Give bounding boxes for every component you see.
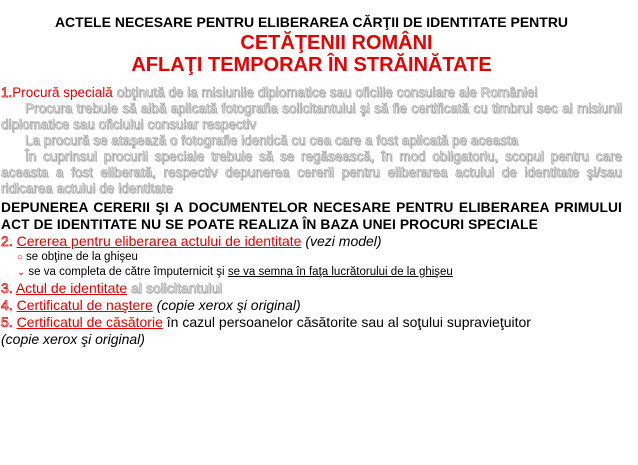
list-item-3 <box>1 280 622 297</box>
list-item-2 <box>1 233 622 250</box>
sub-item-text: se va completa de către împuternicit şi <box>28 266 228 278</box>
list-item-5 <box>1 314 622 331</box>
document-title-red-1 <box>1 31 622 55</box>
item-title: Actul de identitate <box>15 280 128 296</box>
notice-text: DEPUNEREA CERERII ŞI A DOCUMENTELOR NECESARE PENTRU ELIBERAREA PRIMULUI ACT DE IDENTITATE NU SE POATE REALIZA ÎN BAZA UNEI PROCURI SPECIALE <box>1 200 622 232</box>
section-1-term: Procură specială <box>12 85 113 100</box>
item-note: (copie xerox şi original) <box>152 297 301 313</box>
circle-bullet-icon: ○ <box>17 252 24 263</box>
document-title-red-2: AFLAŢI TEMPORAR ÎN STRĂINĂTATE <box>131 54 492 76</box>
item-number: 3. <box>1 280 13 296</box>
sub-item-text: se obţine de la ghişeu <box>26 251 138 263</box>
document-page <box>0 14 638 465</box>
section-1-paragraph-4: În cuprinsul procurii speciale trebuie să se regăsească, în mod obligatoriu, scopul pentru care aceasta a fost eliberată, respectiv depunerea cererii pentru eliberarea actului de identitate şi/sau ridicarea actului de identitate <box>1 149 622 196</box>
sub-item-1 <box>1 250 622 265</box>
section-1-number: 1. <box>1 85 13 100</box>
title-red-line-1: CETĂŢENII ROMÂNI <box>240 32 433 54</box>
sub-item-2 <box>1 265 622 280</box>
list-item-5-continuation: (copie xerox şi original) <box>1 331 145 347</box>
item-note: (vezi model) <box>301 233 382 249</box>
item-note: în cazul persoanelor căsătorite sau al soţului supravieţuitor <box>162 314 531 330</box>
sub-item-text-underlined: se va semna în faţa lucrătorului de la ghişeu <box>227 266 453 278</box>
item-title: Cererea pentru eliberarea actului de identitate <box>16 233 302 249</box>
section-1-paragraph-3: La procură se ataşează o fotografie identică cu cea care a fost aplicată pe aceasta <box>25 133 519 148</box>
item-title: Certificatul de căsătorie <box>16 314 163 330</box>
list-item-4 <box>1 297 622 314</box>
chevron-bullet-icon: ⌄ <box>17 267 26 278</box>
section-1-paragraph-2: Procura trebuie să aibă aplicată fotografia solicitantului şi să fie certificată cu timbrul sec al misiunii diplomatice sau oficiului consular respectiv <box>1 101 622 132</box>
section-1 <box>1 85 622 101</box>
item-title: Certificatul de naştere <box>16 297 153 313</box>
item-number: 5. <box>1 314 13 330</box>
document-title: ACTELE NECESARE PENTRU ELIBERAREA CĂRŢII DE IDENTITATE PENTRU <box>54 14 569 30</box>
item-number: 4. <box>1 297 13 313</box>
section-1-text: obţinută de la misiunile diplomatice sau oficiile consulare ale României <box>112 85 538 100</box>
item-note: al solicitantului <box>127 280 223 296</box>
item-number: 2. <box>1 233 13 249</box>
